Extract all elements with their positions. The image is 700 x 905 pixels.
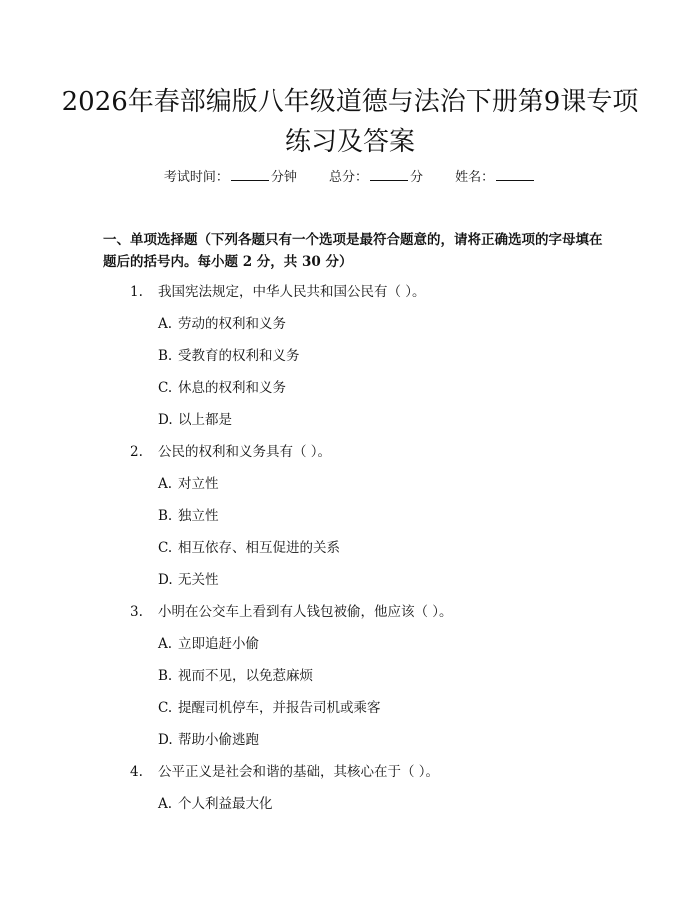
student-name-blank[interactable] [496,168,534,181]
option-letter: D. [158,412,173,428]
question-1-option-b[interactable] [0,347,700,379]
option-text: 休息的权利和义务 [178,380,286,396]
option-text: 无关性 [178,572,219,588]
question-3-option-c[interactable] [0,699,700,731]
student-name-label: 姓名： [455,170,495,185]
question-2-option-d[interactable] [0,571,700,603]
question-3-option-b[interactable] [0,667,700,699]
question-3 [0,603,700,635]
total-score-field [329,168,423,188]
document-title: 2026年春部编版八年级道德与法治下册第9课专项练习及答案 [61,87,639,157]
question-2-option-c[interactable] [0,539,700,571]
option-text: 视而不见，以免惹麻烦 [178,668,313,684]
exam-time-label: 考试时间： [163,170,229,185]
question-3-option-a[interactable] [0,635,700,667]
question-stem: 我国宪法规定，中华人民共和国公民有（ ）。 [158,284,426,300]
option-letter: D. [158,732,173,748]
option-letter: A. [158,476,173,492]
exam-time-unit: 分钟 [270,170,297,185]
question-1 [0,283,700,315]
option-letter: B. [158,508,173,524]
question-2 [0,443,700,475]
question-3-option-d[interactable] [0,731,700,763]
option-text: 劳动的权利和义务 [178,316,286,332]
question-list [0,283,700,827]
option-text: 立即追赶小偷 [178,636,259,652]
option-letter: C. [158,540,173,556]
student-name-field [455,168,536,188]
question-4-option-a[interactable] [0,795,700,827]
total-score-unit: 分 [410,170,424,185]
question-4 [0,763,700,795]
option-text: 对立性 [178,476,219,492]
exam-info-line [0,168,700,188]
question-2-option-a[interactable] [0,475,700,507]
option-letter: D. [158,572,173,588]
question-2-option-b[interactable] [0,507,700,539]
question-number: 2. [130,444,143,460]
option-text: 相互依存、相互促进的关系 [178,540,340,556]
option-letter: A. [158,316,173,332]
question-1-option-c[interactable] [0,379,700,411]
exam-time-blank[interactable] [231,168,269,181]
option-text: 个人利益最大化 [178,796,273,812]
option-letter: B. [158,348,173,364]
total-score-blank[interactable] [370,168,408,181]
option-text: 受教育的权利和义务 [178,348,300,364]
option-letter: A. [158,796,173,812]
question-number: 1. [130,284,143,300]
option-text: 帮助小偷逃跑 [178,732,259,748]
option-letter: B. [158,668,173,684]
question-stem: 小明在公交车上看到有人钱包被偷，他应该（ ）。 [158,604,453,620]
option-letter: A. [158,636,173,652]
question-1-option-a[interactable] [0,315,700,347]
question-number: 4. [130,764,143,780]
question-stem: 公民的权利和义务具有（ ）。 [158,444,332,460]
option-letter: C. [158,380,173,396]
option-letter: C. [158,700,173,716]
section-heading: 一、单项选择题（下列各题只有一个选项是最符合题意的，请将正确选项的字母填在题后的括号内。每小题 2 分，共 30 分） [103,232,603,270]
exam-time-field [164,168,297,188]
option-text: 提醒司机停车，并报告司机或乘客 [178,700,381,716]
question-stem: 公平正义是社会和谐的基础，其核心在于（ ）。 [158,764,440,780]
total-score-label: 总分： [328,170,368,185]
question-number: 3. [130,604,143,620]
question-1-option-d[interactable] [0,411,700,443]
option-text: 以上都是 [178,412,232,428]
option-text: 独立性 [178,508,219,524]
